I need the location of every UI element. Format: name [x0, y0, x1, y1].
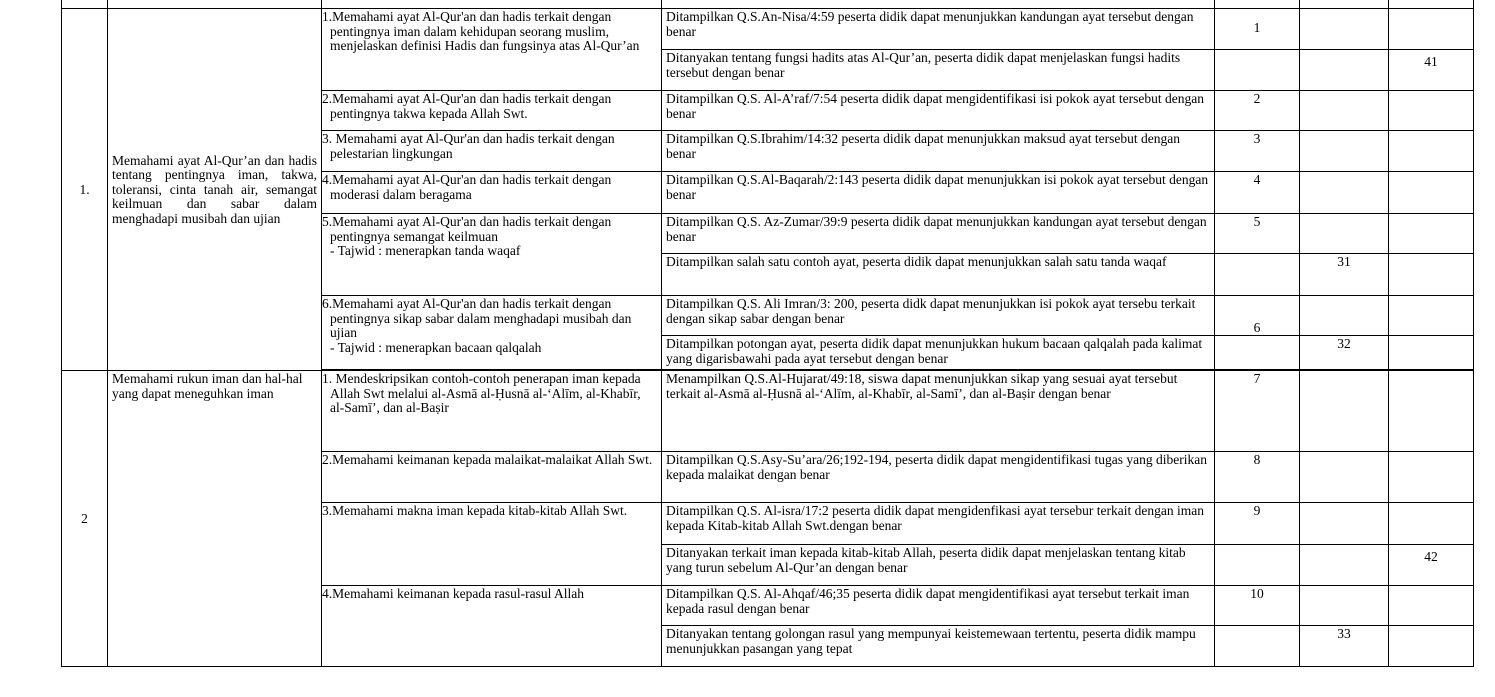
isian-number	[1300, 371, 1389, 452]
isian-number	[1300, 172, 1389, 214]
pg-number: 10	[1215, 586, 1300, 626]
isian-number: 31	[1300, 254, 1389, 296]
pg-number: 7	[1215, 371, 1300, 452]
cell	[1300, 0, 1389, 9]
table-row	[62, 371, 1474, 452]
cell	[1389, 0, 1474, 9]
materi-cell: 1.Memahami ayat Al-Qur'an dan hadis terkait dengan pentingnya iman dalam kehidupan seorang muslim, menjelaskan definisi Hadis dan fungsinya atas Al-Qur’an	[322, 9, 662, 91]
uraian-number: 42	[1389, 545, 1474, 586]
isian-number	[1300, 503, 1389, 545]
materi-cell: 3.Memahami makna iman kepada kitab-kitab Allah Swt.	[322, 503, 662, 586]
uraian-number: 41	[1389, 50, 1474, 91]
indikator-cell: Ditampilkan Q.S. Al-isra/17:2 peserta didik dapat mengidenfikasi ayat tersebur terkait dengan iman kepada Kitab-kitab Allah Swt.dengan benar	[662, 503, 1215, 545]
isian-number	[1300, 296, 1389, 336]
indikator-cell: Ditampilkan Q.S. Al-Ahqaf/46;35 peserta didik dapat mengidentifikasi ayat tersebut terkait iman kepada rasul dengan benar	[662, 586, 1215, 626]
isian-number	[1300, 586, 1389, 626]
isian-number	[1300, 214, 1389, 254]
pg-number: 9	[1215, 503, 1300, 545]
isian-number: 32	[1300, 336, 1389, 370]
indikator-cell: Ditampilkan Q.S.An-Nisa/4:59 peserta didik dapat menunjukkan kandungan ayat tersebut dengan benar	[662, 9, 1215, 50]
table-row	[62, 9, 1474, 50]
pg-number	[1215, 545, 1300, 586]
row-number: 1.	[62, 9, 108, 371]
uraian-number	[1389, 91, 1474, 131]
materi-cell: 3. Memahami ayat Al-Qur'an dan hadis terkait dengan pelestarian lingkungan	[322, 131, 662, 172]
cell	[108, 0, 322, 9]
uraian-number	[1389, 626, 1474, 667]
materi-cell: 4.Memahami keimanan kepada rasul-rasul Allah	[322, 586, 662, 667]
kompetensi-dasar: Memahami rukun iman dan hal-hal yang dapat meneguhkan iman	[108, 371, 322, 667]
materi-cell: 4.Memahami ayat Al-Qur'an dan hadis terkait dengan moderasi dalam beragama	[322, 172, 662, 214]
indikator-cell: Ditampilkan Q.S.Asy-Su’ara/26;192-194, peserta didik dapat mengidentifikasi tugas yang diberikan kepada malaikat dengan benar	[662, 452, 1215, 503]
pg-number	[1215, 336, 1300, 370]
kompetensi-dasar: Memahami ayat Al-Qur’an dan hadis tentang pentingnya iman, takwa, toleransi, cinta tanah air, semangat keilmuan dan sabar dalam menghadapi musibah dan ujian	[108, 9, 322, 371]
indikator-cell: Ditanyakan tentang fungsi hadits atas Al-Qur’an, peserta didik dapat menjelaskan fungsi hadits tersebut dengan benar	[662, 50, 1215, 91]
indikator-cell: Ditampilkan Q.S. Ali Imran/3: 200, peserta didk dapat menunjukkan isi pokok ayat tersebu terkait dengan sikap sabar dengan benar	[662, 296, 1215, 336]
pg-number	[1215, 50, 1300, 91]
indikator-cell: Ditampilkan Q.S. Az-Zumar/39:9 peserta didik dapat menunjukkan kandungan ayat tersebut dengan benar	[662, 214, 1215, 254]
pg-number: 6	[1215, 296, 1300, 336]
pg-number: 4	[1215, 172, 1300, 214]
row-number: 2	[62, 371, 108, 667]
pg-number: 8	[1215, 452, 1300, 503]
indikator-cell: Ditampilkan Q.S.Al-Baqarah/2:143 peserta didik dapat menunjukkan isi pokok ayat tersebut dengan benar	[662, 172, 1215, 214]
isian-number: 33	[1300, 626, 1389, 667]
indikator-cell: Ditanyakan terkait iman kepada kitab-kitab Allah, peserta didik dapat menjelaskan tentang kitab yang turun sebelum Al-Qur’an dengan benar	[662, 545, 1215, 586]
uraian-number	[1389, 254, 1474, 296]
pg-number: 5	[1215, 214, 1300, 254]
uraian-number	[1389, 131, 1474, 172]
pg-number: 1	[1215, 9, 1300, 50]
uraian-number	[1389, 214, 1474, 254]
isian-number	[1300, 50, 1389, 91]
indikator-cell: Ditampilkan salah satu contoh ayat, peserta didik dapat menunjukkan salah satu tanda waqaf	[662, 254, 1215, 296]
cell	[62, 0, 108, 9]
pg-number	[1215, 626, 1300, 667]
isian-number	[1300, 452, 1389, 503]
materi-cell: 2.Memahami ayat Al-Qur'an dan hadis terkait dengan pentingnya takwa kepada Allah Swt.	[322, 91, 662, 131]
indikator-cell: Ditampilkan Q.S. Al-A’raf/7:54 peserta didik dapat mengidentifikasi isi pokok ayat tersebut dengan benar	[662, 91, 1215, 131]
pg-number: 3	[1215, 131, 1300, 172]
materi-cell: 6.Memahami ayat Al-Qur'an dan hadis terkait dengan pentingnya sikap sabar dalam menghadapi musibah dan ujian - Tajwid : menerapkan bacaan qalqalah	[322, 296, 662, 370]
isian-number	[1300, 545, 1389, 586]
materi-cell: 1. Mendeskripsikan contoh-contoh penerapan iman kepada Allah Swt melalui al-Asmā al-Ḥusnā al-‘Alīm, al-Khabīr, al-Samī’, dan al-Baṣir	[322, 371, 662, 452]
cell	[1215, 0, 1300, 9]
isian-number	[1300, 91, 1389, 131]
uraian-number	[1389, 452, 1474, 503]
kisi-kisi-table	[61, 0, 1474, 667]
materi-cell: 2.Memahami keimanan kepada malaikat-malaikat Allah Swt.	[322, 452, 662, 503]
isian-number	[1300, 9, 1389, 50]
indikator-cell: Ditampilkan potongan ayat, peserta didik dapat menunjukkan hukum bacaan qalqalah pada kalimat yang digarisbawahi pada ayat tersebut dengan benar	[662, 336, 1215, 370]
uraian-number	[1389, 336, 1474, 370]
uraian-number	[1389, 296, 1474, 336]
uraian-number	[1389, 586, 1474, 626]
indikator-cell: Ditanyakan tentang golongan rasul yang mempunyai keistemewaan tertentu, peserta didik mampu menunjukkan pasangan yang tepat	[662, 626, 1215, 667]
pg-number: 2	[1215, 91, 1300, 131]
uraian-number	[1389, 172, 1474, 214]
cell	[662, 0, 1215, 9]
isian-number	[1300, 131, 1389, 172]
materi-cell: 5.Memahami ayat Al-Qur'an dan hadis terkait dengan pentingnya semangat keilmuan - Tajwid : menerapkan tanda waqaf	[322, 214, 662, 296]
pg-number	[1215, 254, 1300, 296]
uraian-number	[1389, 9, 1474, 50]
cell	[322, 0, 662, 9]
indikator-cell: Menampilkan Q.S.Al-Hujarat/49:18, siswa dapat menunjukkan sikap yang sesuai ayat tersebut terkait al-Asmā al-Ḥusnā al-‘Alīm, al-Khabīr, al-Samī’, dan al-Baṣir dengan benar	[662, 371, 1215, 452]
uraian-number	[1389, 503, 1474, 545]
uraian-number	[1389, 371, 1474, 452]
indikator-cell: Ditampilkan Q.S.Ibrahim/14:32 peserta didik dapat menunjukkan maksud ayat tersebut dengan benar	[662, 131, 1215, 172]
